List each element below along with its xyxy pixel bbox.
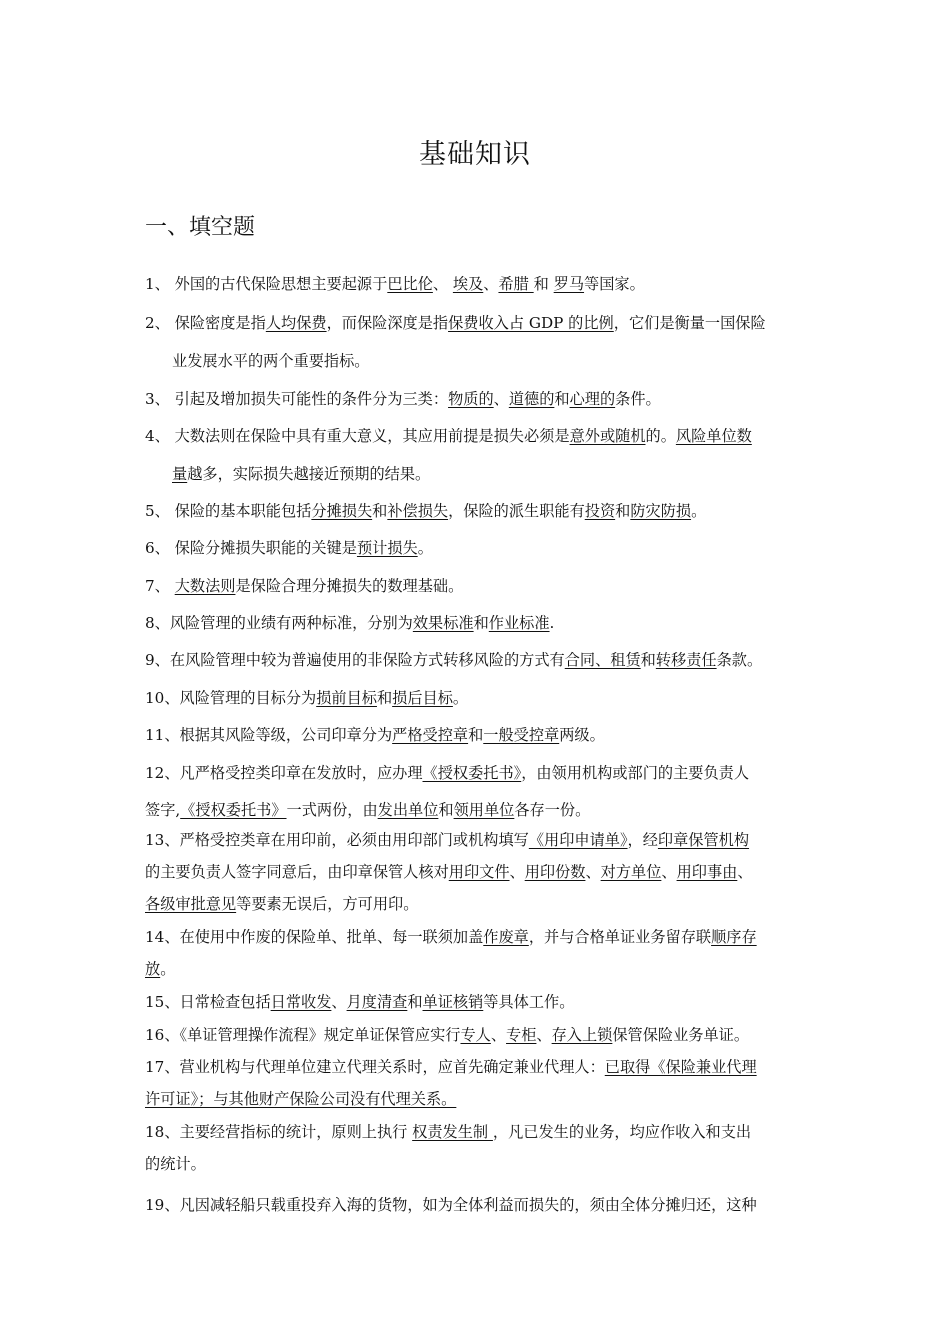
answer-blank: 转移责任 [655, 651, 717, 669]
text-line [145, 991, 574, 1013]
text-line [145, 425, 752, 447]
answer-blank: 意外或随机 [569, 427, 646, 445]
answer-blank: 存入上锁 [551, 1026, 613, 1044]
line-text: 11、根据其风险等级，公司印章分为 [145, 726, 393, 744]
line-text: 14、在使用中作废的保险单、批单、每一联须加盖 [145, 928, 484, 946]
line-text: 、 [585, 863, 601, 881]
answer-blank: 埃及 [452, 275, 484, 293]
document-title: 基础知识 [419, 139, 531, 170]
answer-blank: 合同、租赁 [564, 651, 641, 669]
text-line [145, 612, 554, 634]
line-text: 8、风险管理的业绩有两种标准，分别为 [145, 614, 413, 632]
answer-blank: 权责发生制 [412, 1123, 493, 1141]
line-text: 和 [468, 726, 484, 744]
answer-blank: 《用印申请单》 [528, 831, 628, 849]
line-text: 。 [691, 502, 707, 520]
answer-blank: 发出单位 [377, 801, 439, 819]
answer-blank: 投资 [584, 502, 616, 520]
line-text: 、 [661, 863, 677, 881]
answer-blank: 用印份数 [524, 863, 586, 881]
text-line [145, 537, 433, 559]
text-line [145, 388, 661, 410]
line-text: 两级。 [559, 726, 605, 744]
line-text: 的统计。 [145, 1155, 206, 1173]
line-text: 。 [417, 539, 433, 557]
answer-blank: 效果标准 [412, 614, 474, 632]
line-text: 、 [432, 275, 453, 293]
line-text: 和 [372, 502, 388, 520]
line-text: 和 [533, 275, 554, 293]
line-text: 7、 [145, 577, 175, 595]
line-text: 、 [493, 390, 509, 408]
answer-blank: 用印事由 [676, 863, 738, 881]
line-text: 和 [407, 993, 423, 1011]
text-line [145, 273, 645, 295]
line-text: 3、 引起及增加损失可能性的条件分为三类： [145, 390, 449, 408]
answer-blank: 心理的 [569, 390, 616, 408]
answer-blank: 量 [172, 465, 188, 483]
line-text: 的。 [645, 427, 676, 445]
line-text: 。 [452, 689, 469, 707]
answer-blank: 一般受控章 [483, 726, 560, 744]
answer-blank: 单证核销 [422, 993, 484, 1011]
line-text: 。 [160, 960, 176, 978]
line-text: 4、 大数法则在保险中具有重大意义，其应用前提是损失必须是 [145, 427, 570, 445]
answer-blank: 印章保管机构 [657, 831, 750, 849]
answer-blank: 罗马 [553, 275, 585, 293]
answer-blank: 领用单位 [453, 801, 515, 819]
line-text: 12、凡严格受控类印章在发放时，应办理 [145, 764, 423, 782]
line-text: 、 [331, 993, 347, 1011]
line-text: 18、主要经营指标的统计，原则上执行 [145, 1123, 413, 1141]
text-line [145, 649, 762, 671]
text-line [145, 1194, 757, 1216]
answer-blank: 放 [145, 960, 161, 978]
answer-blank: 人均保费 [265, 314, 327, 332]
line-text: 和 [473, 614, 489, 632]
line-text: ，经 [627, 831, 658, 849]
text-line [145, 1153, 206, 1175]
answer-blank: 分摊损失 [311, 502, 373, 520]
line-text: 条款。 [716, 651, 763, 669]
text-line [145, 926, 757, 948]
line-text: 各存一份。 [514, 801, 591, 819]
line-text: 和 [615, 502, 631, 520]
line-text: 是保险合理分摊损失的数理基础。 [235, 577, 464, 595]
answer-blank: 风险单位数 [675, 427, 752, 445]
answer-blank: 补偿损失 [387, 502, 449, 520]
answer-blank: 用印文件 [448, 863, 510, 881]
line-text: 、 [536, 1026, 552, 1044]
answer-blank: 对方单位 [600, 863, 662, 881]
text-line [145, 958, 175, 980]
text-line [145, 893, 418, 915]
text-line [145, 762, 749, 784]
answer-blank: 巴比伦 [387, 275, 433, 293]
line-text: 和 [376, 689, 393, 707]
answer-blank: 许可证》；与其他财产保险公司没有代理关系。 [145, 1090, 457, 1108]
line-text: 1、 外国的古代保险思想主要起源于 [145, 275, 388, 293]
line-text: 签字, [145, 801, 181, 819]
line-text: 、 [483, 275, 499, 293]
line-text: 9、在风险管理中较为普遍使用的非保险方式转移风险的方式有 [145, 651, 565, 669]
answer-blank: 专人 [460, 1026, 491, 1044]
line-text: 、 [490, 1026, 507, 1044]
line-text: 17、营业机构与代理单位建立代理关系时，应首先确定兼业代理人： [145, 1058, 605, 1076]
line-text: 2、 保险密度是指 [145, 314, 266, 332]
line-text: ，由领用机构或部门的主要负责人 [521, 764, 750, 782]
answer-blank: 道德的 [508, 390, 555, 408]
text-line [145, 575, 463, 597]
answer-blank: 作业标准 [488, 614, 550, 632]
text-line [145, 829, 749, 851]
text-line [145, 1024, 749, 1046]
answer-blank: 大数法则 [174, 577, 236, 595]
answer-blank: 《授权委托书》 [422, 764, 522, 782]
answer-blank: 日常收发 [270, 993, 332, 1011]
line-text: 业发展水平的两个重要指标。 [172, 352, 370, 370]
line-text: 一式两份，由 [286, 801, 378, 819]
text-line [145, 861, 753, 883]
text-line [145, 724, 605, 746]
answer-blank: 预计损失 [356, 539, 418, 557]
text-line [145, 1121, 751, 1143]
answer-blank: 物质的 [448, 390, 494, 408]
line-text: 等国家。 [584, 275, 645, 293]
line-text: 、 [509, 863, 525, 881]
line-text: 5、 保险的基本职能包括 [145, 502, 312, 520]
line-text: . [549, 614, 555, 632]
text-line [172, 350, 369, 372]
line-text: 13、严格受控类章在用印前，必须由用印部门或机构填写 [145, 831, 529, 849]
answer-blank: 已取得《保险兼业代理 [604, 1058, 757, 1076]
line-text: ，凡已发生的业务，均应作收入和支出 [492, 1123, 752, 1141]
text-line [145, 500, 706, 522]
line-text: 条件。 [615, 390, 661, 408]
line-text: 的主要负责人签字同意后，由印章保管人核对 [145, 863, 449, 881]
answer-blank: 损后目标 [392, 689, 453, 707]
text-line [145, 687, 468, 709]
answer-blank: 月度清查 [346, 993, 408, 1011]
answer-blank: 保费收入占 GDP 的比例 [448, 314, 614, 332]
answer-blank: 防灾防损 [630, 502, 692, 520]
line-text: 等要素无误后，方可用印。 [236, 895, 419, 913]
line-text: 16、《单证管理操作流程》规定单证保管应实行 [145, 1026, 461, 1044]
line-text: 6、 保险分摊损失职能的关键是 [145, 539, 357, 557]
answer-blank: 《授权委托书》 [180, 801, 287, 819]
line-text: 保管保险业务单证。 [612, 1026, 750, 1044]
line-text: 和 [438, 801, 454, 819]
text-line [172, 463, 430, 485]
text-line [145, 1056, 757, 1078]
line-text: 、 [737, 863, 753, 881]
section-heading: 一、填空题 [145, 215, 256, 240]
answer-blank: 损前目标 [316, 689, 377, 707]
answer-blank: 希腊 [498, 275, 534, 293]
line-text: ，并与合格单证业务留存联 [528, 928, 712, 946]
text-line [145, 312, 766, 334]
line-text: ，保险的派生职能有 [448, 502, 585, 520]
answer-blank: 顺序存 [711, 928, 757, 946]
line-text: 15、日常检查包括 [145, 993, 271, 1011]
answer-blank: 各级审批意见 [145, 895, 237, 913]
text-line [145, 1088, 456, 1110]
line-text: ，它们是衡量一国保险 [613, 314, 766, 332]
answer-blank: 专柜 [506, 1026, 537, 1044]
line-text: 等具体工作。 [483, 993, 575, 1011]
line-text: 和 [640, 651, 656, 669]
line-text: ，而保险深度是指 [326, 314, 449, 332]
line-text: 和 [554, 390, 570, 408]
line-text: 19、凡因减轻船只载重投弃入海的货物，如为全体利益而损失的，须由全体分摊归还，这种 [145, 1196, 757, 1214]
answer-blank: 严格受控章 [392, 726, 469, 744]
line-text: 越多，实际损失越接近预期的结果。 [187, 465, 431, 483]
answer-blank: 作废章 [483, 928, 529, 946]
line-text: 10、风险管理的目标分为 [145, 689, 317, 707]
text-line [145, 799, 590, 821]
